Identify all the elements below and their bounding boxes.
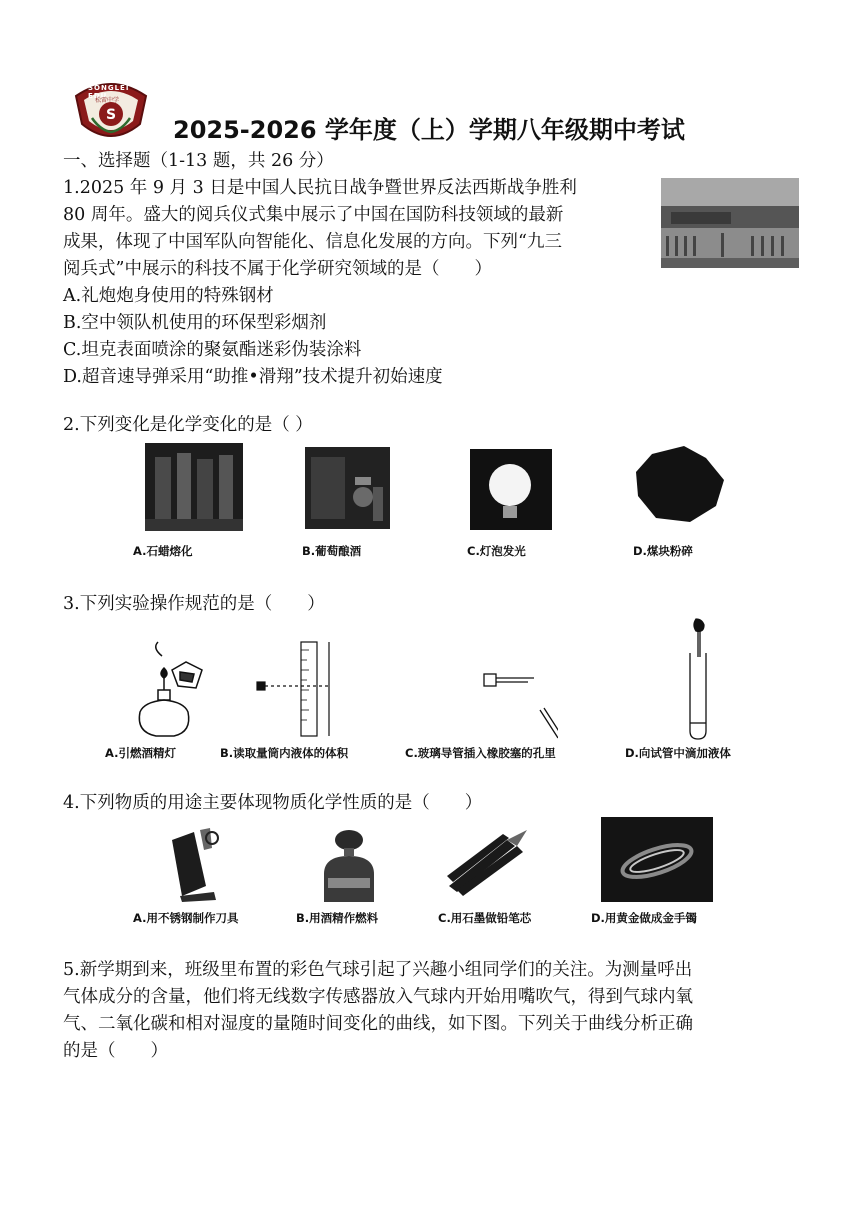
pencil-lead-image	[447, 826, 533, 898]
glass-tube-stopper-drawing	[478, 662, 558, 742]
logo-text: SONGLEI EDU	[88, 84, 130, 100]
grape-wine-image	[305, 447, 390, 529]
q3-caption-d: D.向试管中滴加液体	[625, 746, 731, 760]
q1-line-3: 成果，体现了中国军队向智能化、信息化发展的方向。下列“九三	[63, 232, 562, 252]
q4-caption-d: D.用黄金做成金手镯	[591, 911, 697, 925]
wax-melting-image	[145, 443, 243, 531]
q5-line-3: 气、二氧化碳和相对湿度的量随时间变化的曲线，如下图。下列关于曲线分析正确	[63, 1014, 693, 1034]
q1-option-d: D.超音速导弹采用“助推•滑翔”技术提升初始速度	[63, 367, 443, 387]
q1-line-2: 80 周年。盛大的阅兵仪式集中展示了中国在国防科技领域的最新	[63, 205, 564, 225]
logo-inner-text: 松雷中学	[95, 97, 120, 104]
parade-photo	[661, 178, 799, 268]
coal-lump-image	[632, 444, 728, 526]
q1-option-a: A.礼炮炮身使用的特殊钢材	[63, 286, 274, 306]
q1-line-1: 1.2025 年 9 月 3 日是中国人民抗日战争暨世界反法西斯战争胜利	[63, 178, 577, 198]
q2-caption-c: C.灯泡发光	[467, 544, 526, 558]
svg-text:S: S	[105, 107, 117, 123]
exam-title: 2025-2026 学年度（上）学期八年级期中考试	[173, 116, 685, 144]
alcohol-burner-image	[318, 826, 380, 906]
q1-line-4: 阅兵式”中展示的科技不属于化学研究领域的是（ ）	[63, 259, 492, 279]
q4-caption-a: A.用不锈钢制作刀具	[133, 911, 239, 925]
q3-stem: 3.下列实验操作规范的是（ ）	[63, 594, 325, 614]
q5-line-2: 气体成分的含量，他们将无线数字传感器放入气球内开始用嘴吹气，得到气球内氧	[63, 987, 693, 1007]
alcohol-lamp-drawing	[122, 640, 214, 740]
bulb-glowing-image	[470, 449, 552, 530]
q2-caption-d: D.煤块粉碎	[633, 544, 693, 558]
q3-caption-b: B.读取量筒内液体的体积	[220, 746, 349, 760]
q2-caption-a: A.石蜡熔化	[133, 544, 193, 558]
section-heading: 一、选择题（1-13 题，共 26 分）	[63, 151, 334, 171]
q3-caption-a: A.引燃酒精灯	[105, 746, 176, 760]
graduated-cylinder-drawing	[255, 640, 335, 740]
school-logo	[70, 78, 152, 148]
test-tube-dropper-drawing	[680, 617, 720, 741]
q4-caption-c: C.用石墨做铅笔芯	[438, 911, 532, 925]
q2-stem: 2.下列变化是化学变化的是（ ）	[63, 415, 313, 435]
q3-caption-c: C.玻璃导管插入橡胶塞的孔里	[405, 746, 556, 760]
q4-stem: 4.下列物质的用途主要体现物质化学性质的是（ ）	[63, 793, 483, 813]
knife-block-image	[160, 826, 222, 902]
q5-line-4: 的是（ ）	[63, 1041, 168, 1061]
q5-line-1: 5.新学期到来，班级里布置的彩色气球引起了兴趣小组同学们的关注。为测量呼出	[63, 960, 693, 980]
q1-option-b: B.空中领队机使用的环保型彩烟剂	[63, 313, 327, 333]
q1-option-c: C.坦克表面喷涂的聚氨酯迷彩伪装涂料	[63, 340, 362, 360]
q4-caption-b: B.用酒精作燃料	[296, 911, 379, 925]
q2-caption-b: B.葡萄酿酒	[302, 544, 362, 558]
gold-bracelet-image	[601, 817, 713, 902]
